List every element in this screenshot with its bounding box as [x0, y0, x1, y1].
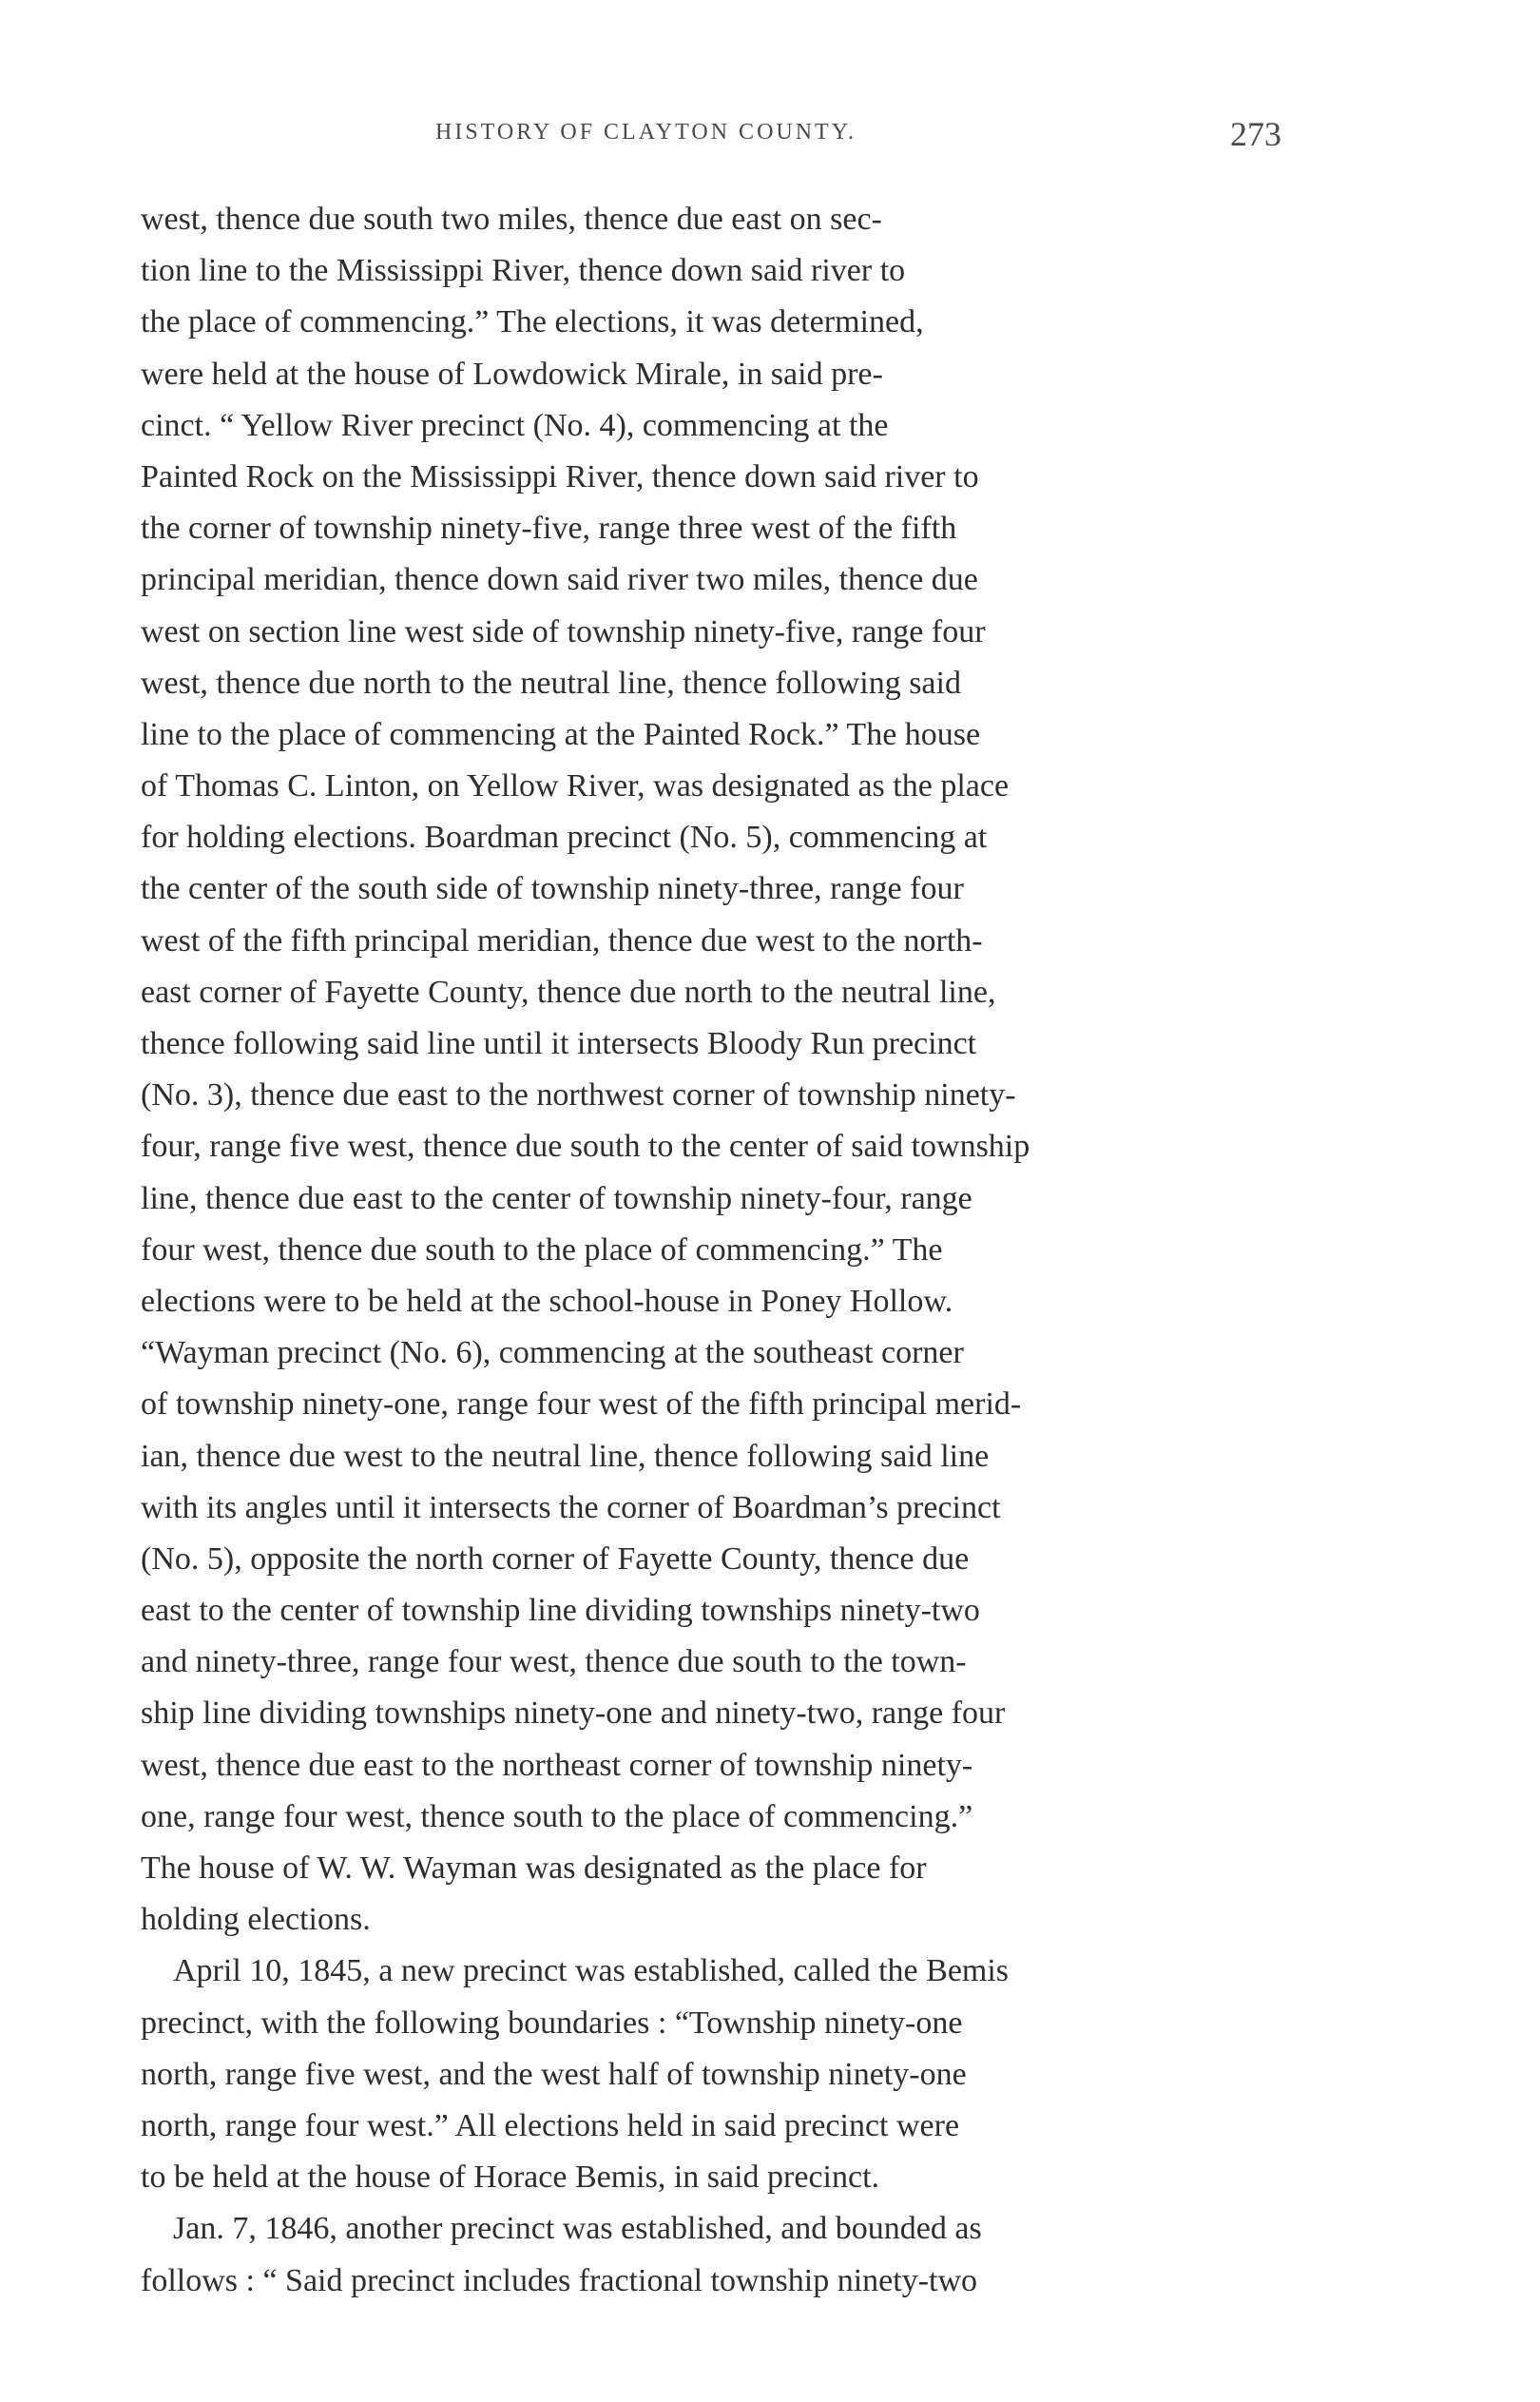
- text-line: to be held at the house of Horace Bemis, in said precinct.: [141, 2160, 880, 2196]
- text-line: holding elections.: [141, 1902, 371, 1938]
- running-header: [0, 115, 1540, 158]
- text-line: tion line to the Mississippi River, thence down said river to: [141, 253, 906, 289]
- paragraph-start-line: Jan. 7, 1846, another precinct was established, and bounded as: [173, 2211, 982, 2247]
- text-line: line, thence due east to the center of township ninety-four, range: [141, 1180, 972, 1216]
- page-number: 273: [1230, 115, 1281, 153]
- text-line: and ninety-three, range four west, thence due south to the town-: [141, 1644, 967, 1680]
- text-line: the center of the south side of township ninety-three, range four: [141, 871, 964, 907]
- text-line: east corner of Fayette County, thence due north to the neutral line,: [141, 974, 996, 1010]
- text-line: principal meridian, thence down said river two miles, thence due: [141, 562, 978, 598]
- text-line: “Wayman precinct (No. 6), commencing at the southeast corner: [141, 1335, 964, 1371]
- text-line: ship line dividing townships ninety-one and ninety-two, range four: [141, 1695, 1006, 1732]
- text-line: west of the fifth principal meridian, thence due west to the north-: [141, 922, 983, 959]
- text-line: were held at the house of Lowdowick Mirale, in said pre-: [141, 356, 883, 392]
- text-line: Painted Rock on the Mississippi River, thence down said river to: [141, 458, 979, 494]
- text-line: north, range five west, and the west half of township ninety-one: [141, 2056, 967, 2092]
- text-line: of township ninety-one, range four west of the fifth principal merid-: [141, 1386, 1022, 1423]
- text-line: four, range five west, thence due south to the center of said township: [141, 1129, 1030, 1165]
- text-line: precinct, with the following boundaries : “Township ninety-one: [141, 2005, 963, 2041]
- text-line: with its angles until it intersects the corner of Boardman’s precinct: [141, 1489, 1001, 1525]
- text-line: west, thence due east to the northeast corner of township ninety-: [141, 1747, 973, 1783]
- text-line: four west, thence due south to the place of commencing.” The: [141, 1231, 943, 1268]
- text-line: The house of W. W. Wayman was designated as the place for: [141, 1850, 927, 1886]
- text-line: west on section line west side of township ninety-five, range four: [141, 613, 986, 649]
- text-line: of Thomas C. Linton, on Yellow River, was designated as the place: [141, 768, 1010, 804]
- text-line: thence following said line until it intersects Bloody Run precinct: [141, 1026, 977, 1061]
- text-line: one, range four west, thence south to the place of commencing.”: [141, 1798, 973, 1834]
- text-line: (No. 3), thence due east to the northwest corner of township ninety-: [141, 1077, 1016, 1114]
- text-line: line to the place of commencing at the Painted Rock.” The house: [141, 716, 981, 752]
- text-line: east to the center of township line dividing townships ninety-two: [141, 1593, 980, 1629]
- paragraph-start-line: April 10, 1845, a new precinct was established, called the Bemis: [173, 1953, 1010, 1989]
- text-line: the corner of township ninety-five, range three west of the fifth: [141, 511, 957, 547]
- page-body: [141, 194, 1281, 2307]
- running-title: HISTORY OF CLAYTON COUNTY.: [435, 120, 857, 145]
- text-line: follows : “ Said precinct includes fractional township ninety-two: [141, 2262, 978, 2298]
- text-line: north, range four west.” All elections held in said precinct were: [141, 2107, 960, 2143]
- text-line: elections were to be held at the school-house in Poney Hollow.: [141, 1283, 953, 1319]
- text-line: west, thence due north to the neutral line, thence following said: [141, 665, 961, 701]
- text-line: ian, thence due west to the neutral line, thence following said line: [141, 1438, 990, 1474]
- text-line: the place of commencing.” The elections, it was determined,: [141, 304, 924, 340]
- text-line: west, thence due south two miles, thence due east on sec-: [141, 202, 882, 237]
- text-line: for holding elections. Boardman precinct (No. 5), commencing at: [141, 820, 988, 856]
- text-line: (No. 5), opposite the north corner of Fayette County, thence due: [141, 1540, 970, 1577]
- text-line: cinct. “ Yellow River precinct (No. 4), commencing at the: [141, 407, 889, 443]
